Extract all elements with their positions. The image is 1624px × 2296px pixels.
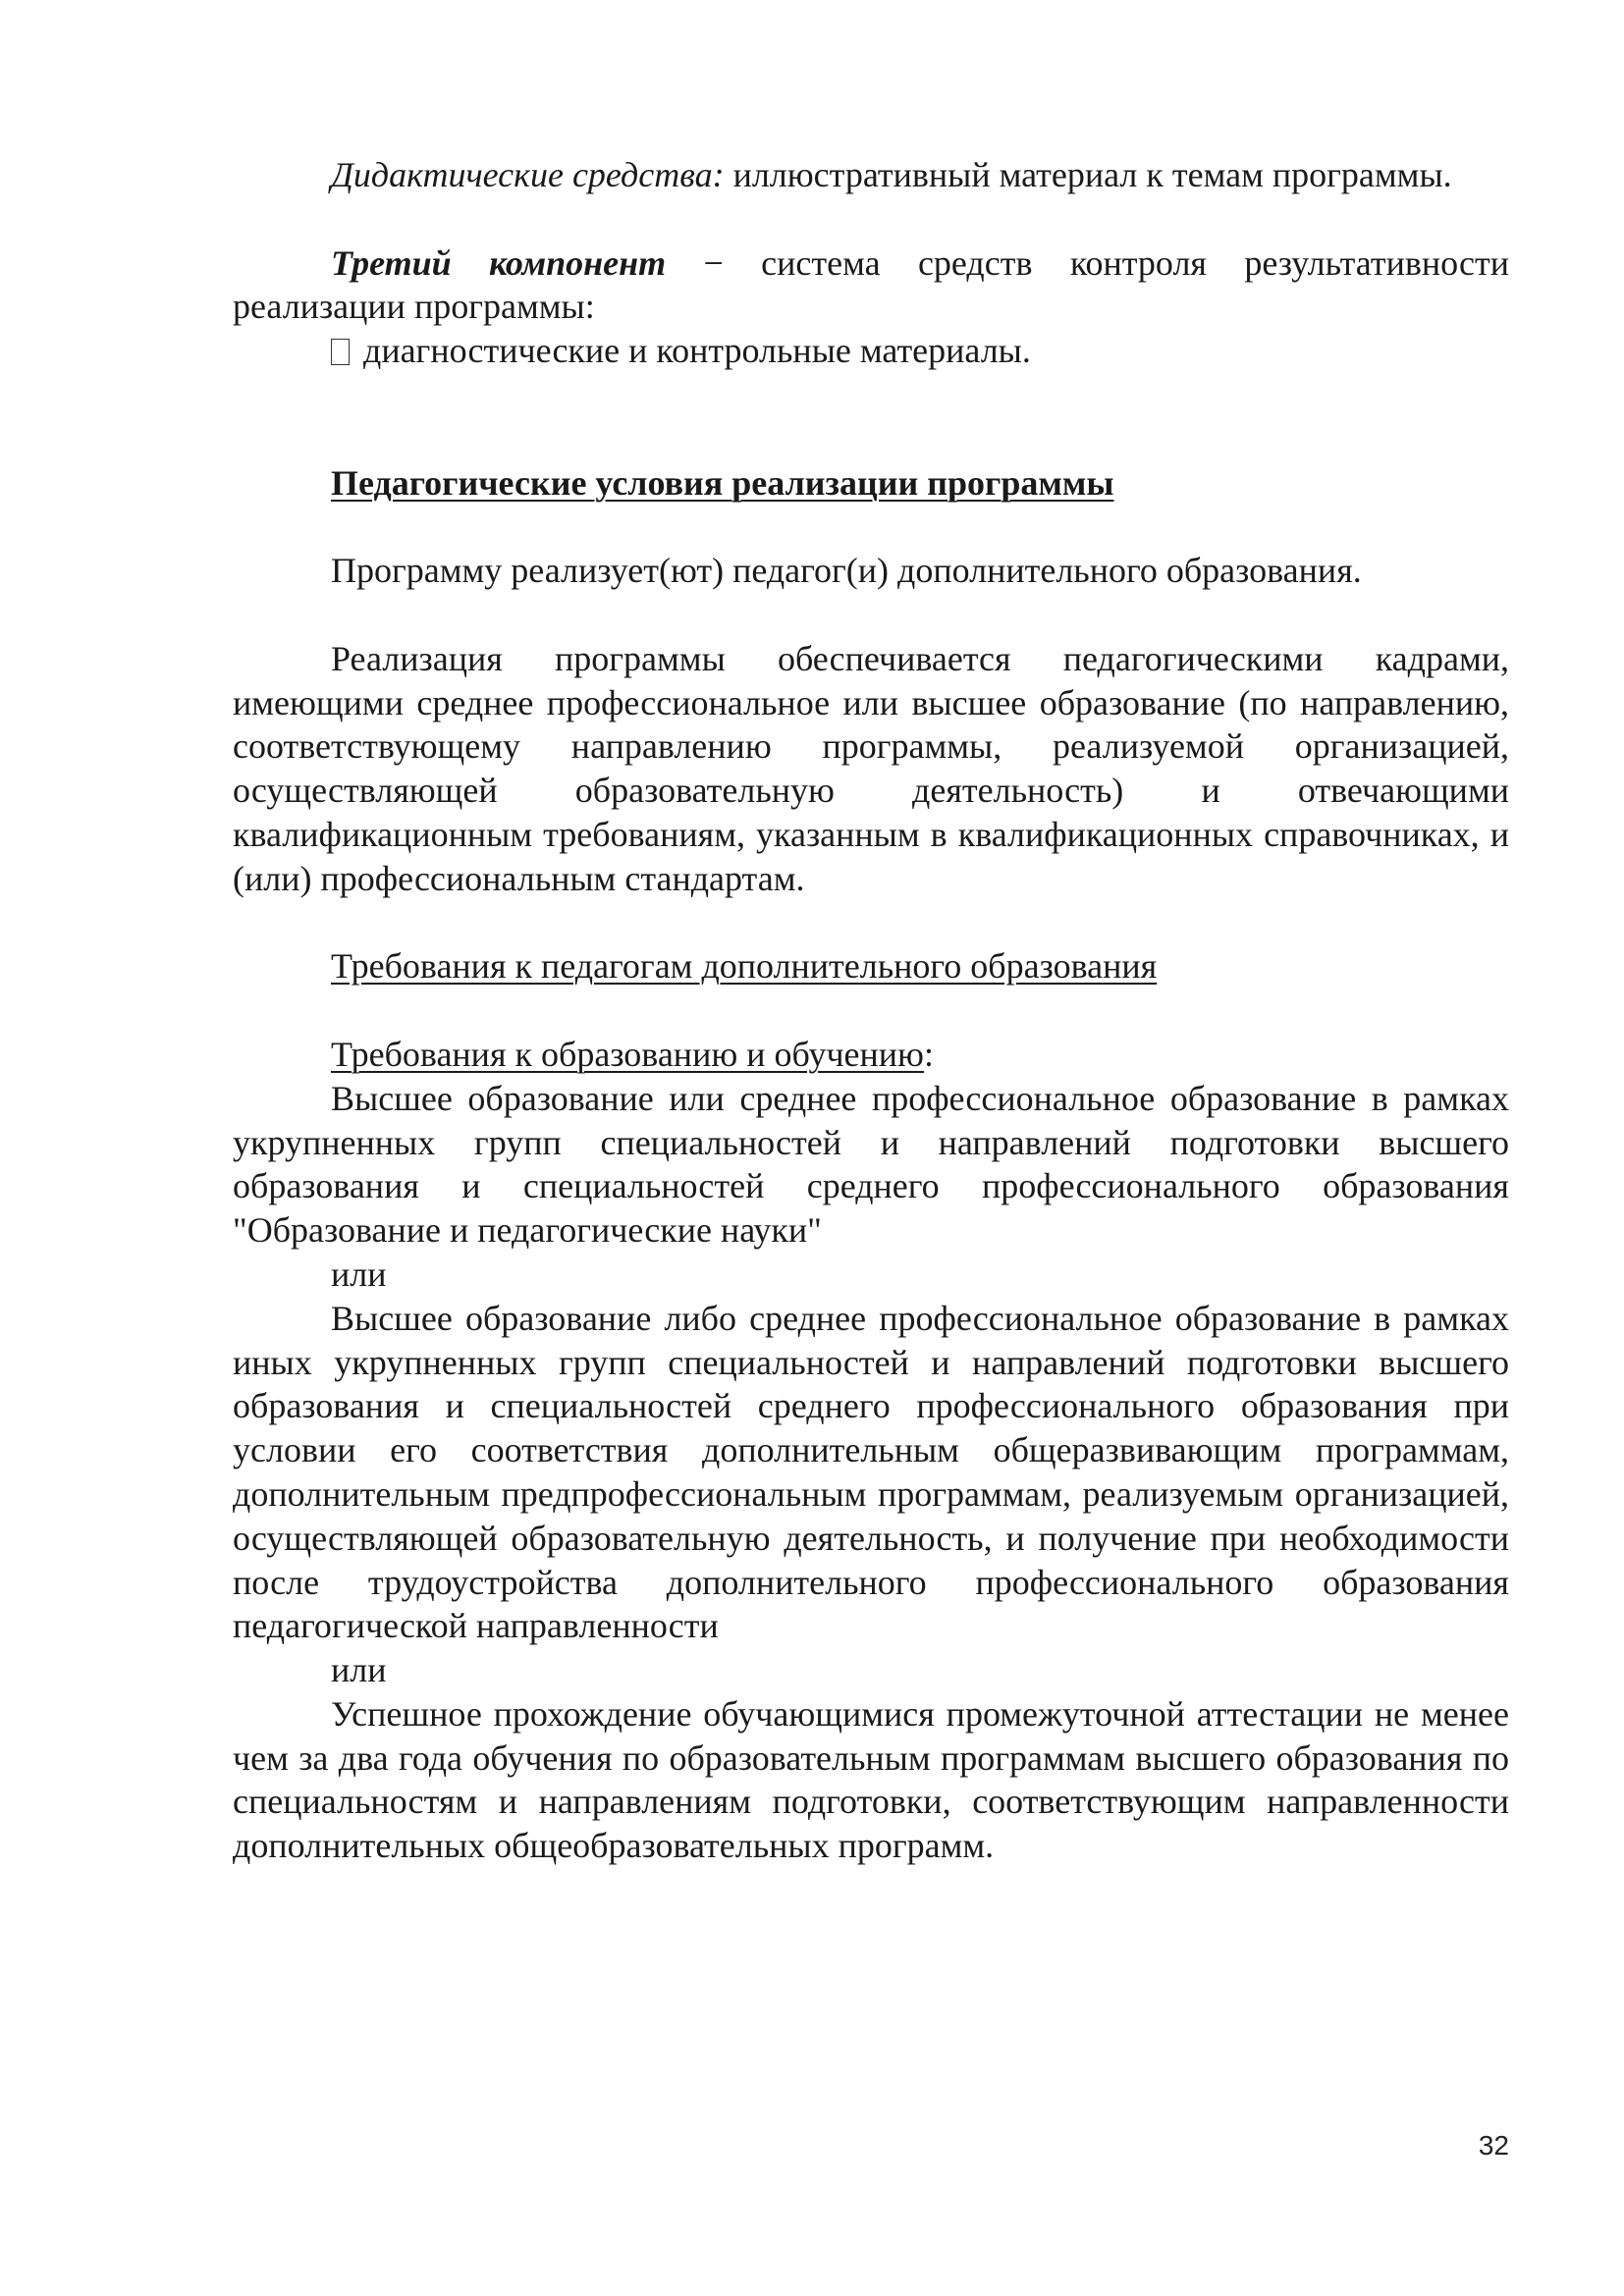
requirements-heading (331, 944, 1509, 988)
didactic-paragraph (233, 153, 1509, 197)
section-heading: Педагогические условия реализации программы (331, 462, 1114, 503)
implements-paragraph: Программу реализует(ют) педагог(и) дополнительного образования. (331, 551, 1362, 591)
or-1: или (331, 1254, 387, 1294)
bullet-text: диагностические и контрольные материалы. (363, 331, 1031, 371)
bullet-item (331, 329, 1509, 373)
staff-paragraph: Реализация программы обеспечивается педагогическими кадрами, имеющими среднее профессиональное или высшее образование (по направлению, соответствующему направлению программы, реализуемой организацией, осуществляющей образовательную деятельность) и отвечающими квалификационным требованиям, указанным в квалификационных справочниках, и (или) профессиональным стандартам. (233, 638, 1509, 898)
third-component-paragraph (233, 241, 1509, 330)
page-number: 32 (1478, 2130, 1509, 2161)
education-requirements-heading (331, 1033, 1509, 1077)
page-content (233, 153, 1509, 1868)
didactic-label: Дидактические средства: (331, 155, 725, 194)
third-component-label: Третий компонент (331, 242, 667, 283)
didactic-text: иллюстративный материал к темам программы. (724, 155, 1452, 194)
education-requirements-colon: : (923, 1034, 934, 1074)
third-component-text: − система средств контроля результативности реализации программы: (233, 242, 1509, 327)
education-requirements-label: Требования к образованию и обучению (331, 1034, 924, 1074)
requirements-heading-text: Требования к педагогам дополнительного образования (331, 946, 1158, 987)
option-1-paragraph: Высшее образование или среднее профессиональное образование в рамках укрупненных групп специальностей и направлений подготовки высшего образования и специальностей среднего профессионального образования "Образование и педагогические науки" (233, 1078, 1509, 1251)
or-2: или (331, 1650, 387, 1690)
option-3-paragraph: Успешное прохождение обучающимися промежуточной аттестации не менее чем за два года обучения по образовательным программам высшего образования по специальностям и направлениям подготовки, соответствующим направленности дополнительных общеобразовательных программ. (233, 1693, 1509, 1866)
option-2-paragraph: Высшее образование либо среднее профессиональное образование в рамках иных укрупненных групп специальностей и направлений подготовки высшего образования и специальностей среднего профессионального образования при условии его соответствия дополнительным общеразвивающим программам, дополнительным предпрофессиональным программам, реализуемым организацией, осуществляющей образовательную деятельность, и получение при необходимости после трудоустройства дополнительного профессионального образования педагогической направленности (233, 1298, 1509, 1646)
checkbox-bullet-icon (331, 339, 350, 365)
